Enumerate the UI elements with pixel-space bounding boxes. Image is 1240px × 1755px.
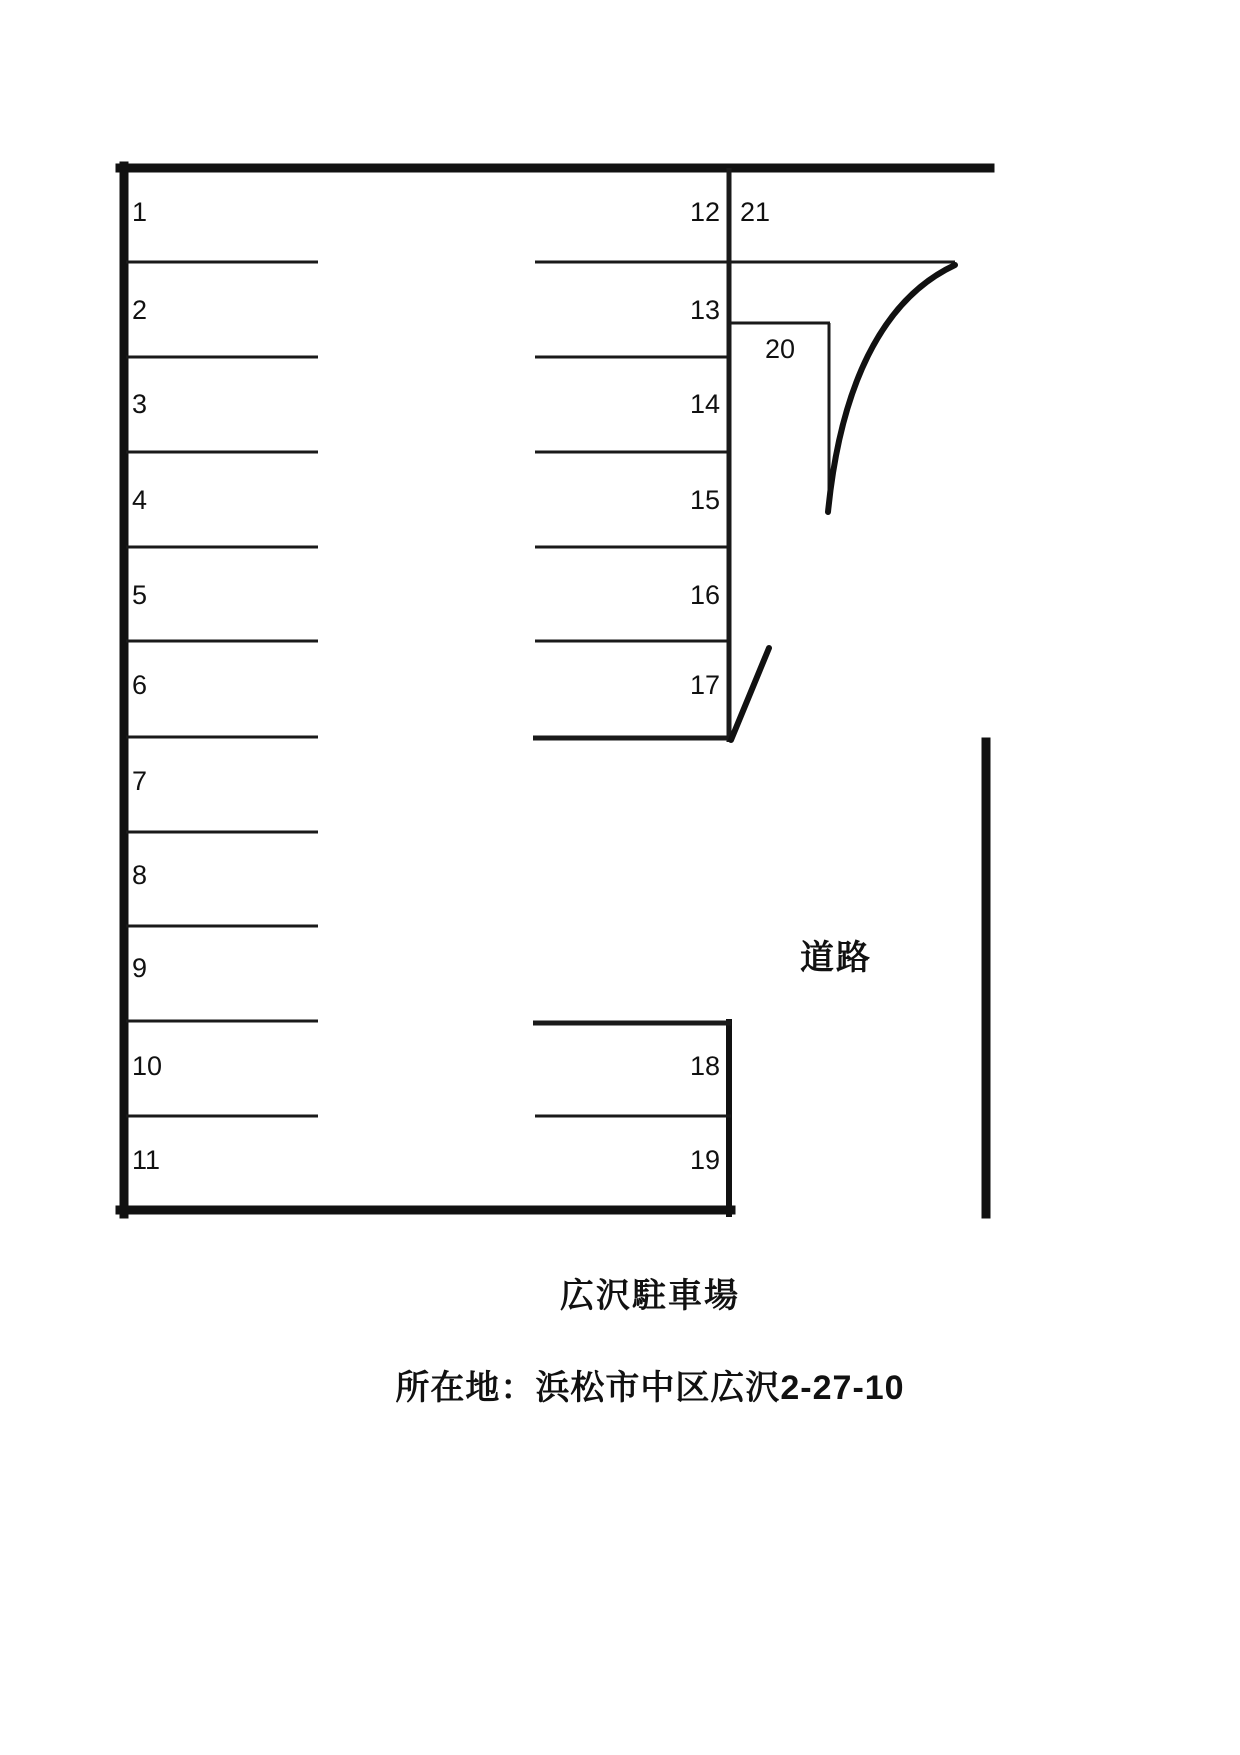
stall-number-2: 2 [132,295,148,325]
stall-number-3: 3 [132,389,148,419]
stall-number-5: 5 [132,580,148,610]
stall-number-20: 20 [765,334,796,364]
stall-number-19: 19 [689,1145,720,1175]
stall-number-7: 7 [132,766,148,796]
entrance-curve-lower [731,648,769,740]
stall-number-11: 11 [132,1145,161,1175]
middle-column-block [533,168,731,742]
stall-number-6: 6 [132,670,148,700]
left-column-stall-lines [126,262,318,1116]
page-title: 広沢駐車場 [560,1277,740,1315]
stall-number-9: 9 [132,953,148,983]
stall-number-12: 12 [689,197,720,227]
stall-number-1: 1 [132,197,148,227]
stall-number-10: 10 [132,1051,163,1081]
stall-number-16: 16 [689,580,720,610]
stall-number-4: 4 [132,485,148,515]
stall-number-14: 14 [689,389,720,419]
lot-boundary [120,166,990,1214]
address-caption: 所在地：浜松市中区広沢2-27-10 [395,1369,905,1407]
entrance-curve-upper [828,265,955,512]
stall-number-13: 13 [689,295,720,325]
right-area-block [731,262,955,512]
road-label: 道路 [800,939,872,977]
stall-number-18: 18 [689,1051,720,1081]
stall-number-15: 15 [689,485,720,515]
stall-number-21: 21 [740,197,771,227]
stall-number-8: 8 [132,860,148,890]
stall-number-17: 17 [689,670,720,700]
